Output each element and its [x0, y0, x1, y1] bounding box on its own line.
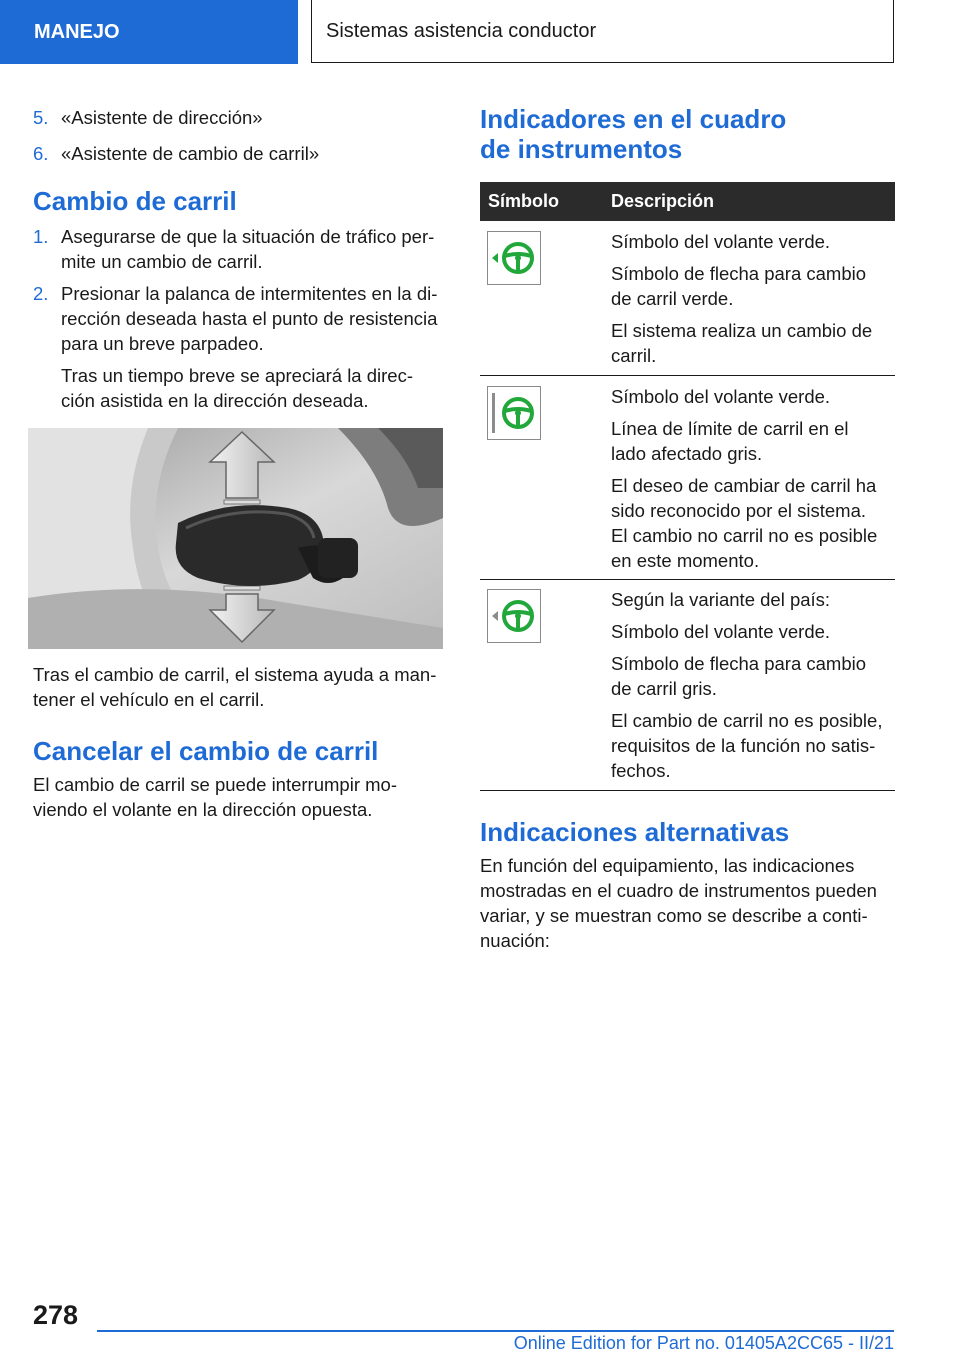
row-divider — [480, 579, 895, 580]
table-row: Símbolo del volante verde. Línea de límite de carril en el lado afectado gris. El deseo de cambiar de carril ha sido reconocido por el sistema. El cambio no carril no es posible en este momento. — [611, 386, 878, 571]
chapter-header — [311, 0, 894, 63]
steering-wheel-lane-line-icon — [487, 386, 541, 440]
turn-signal-lever-illustration — [28, 428, 443, 649]
table-row: Según la variante del país: Símbolo del volante verde. Símbolo de flecha para cambio de carril gris. El cambio de carril no es posible, requisitos de la función no satis- fechos. — [611, 589, 883, 781]
heading-cancelar: Cancelar el cambio de carril — [33, 736, 379, 766]
cancel-text: El cambio de carril se puede interrumpir mo- viendo el volante en la dirección opuesta. — [33, 774, 397, 820]
section-tab — [0, 0, 298, 64]
list-item: 1. Asegurarse de que la situación de tráfico per- mite un cambio de carril. — [33, 226, 435, 272]
col-symbol: Símbolo — [488, 191, 559, 211]
page-number: 278 — [33, 1300, 79, 1330]
row-divider — [480, 790, 895, 791]
col-description: Descripción — [611, 191, 715, 211]
list-item: 6. «Asistente de cambio de carril» — [33, 143, 320, 164]
heading-cambio: Cambio de carril — [33, 186, 237, 216]
steering-wheel-arrow-gray-icon — [487, 589, 541, 643]
heading-alternativas: Indicaciones alternativas — [480, 817, 790, 847]
lever-image — [28, 428, 443, 649]
footer-rule — [97, 1330, 894, 1332]
alt-text: En función del equipamiento, las indicaciones mostradas en el cuadro de instrumentos pueden variar, y se muestran como se describe a conti- nuación: — [480, 855, 877, 951]
list-item: 2. Presionar la palanca de intermitentes en la di- rección deseada hasta el punto de resistencia para un breve parpadeo. Tras un tiempo breve se apreciará la direc- ción asistida en la dirección deseada. — [33, 283, 438, 411]
edition-link[interactable]: Online Edition for Part no. 01405A2CC65 - II/21 — [513, 1333, 894, 1353]
heading-indicadores: Indicadores en el cuadro de instrumentos — [480, 104, 787, 164]
steering-wheel-arrow-green-icon — [487, 231, 541, 285]
row-divider — [480, 375, 895, 376]
table-row: Símbolo del volante verde. Símbolo de flecha para cambio de carril verde. El sistema realiza un cambio de carril. — [611, 231, 873, 366]
chapter-title: Sistemas asistencia conductor — [326, 19, 597, 42]
steps-list — [33, 224, 453, 413]
after-image-text: Tras el cambio de carril, el sistema ayuda a man- tener el vehículo en el carril. — [33, 664, 437, 710]
table-header — [480, 182, 895, 221]
section-label: MANEJO — [34, 20, 120, 43]
list-top — [33, 105, 453, 166]
list-item: 5. «Asistente de dirección» — [33, 107, 263, 128]
